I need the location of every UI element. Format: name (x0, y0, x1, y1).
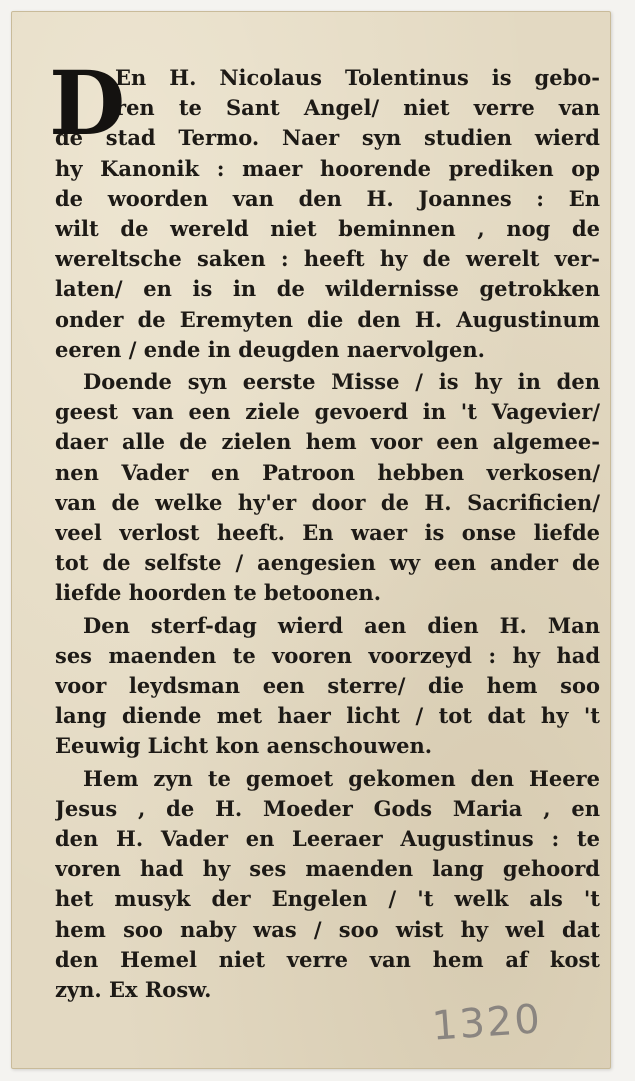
text-line: de stad Termo. Naer syn studien wierd (55, 125, 600, 151)
text-line: lang diende met haer licht / tot dat hy 't (55, 703, 600, 729)
text-line: den Hemel niet verre van hem af kost (55, 946, 600, 972)
text-line: hem soo naby was / soo wist hy wel dat (55, 916, 600, 942)
text-line: van de welke hy'er door de H. Sacrificien/ (55, 489, 600, 515)
text-line: voren had hy ses maenden lang gehoord (55, 856, 600, 882)
document-text (49, 51, 600, 1005)
text-line: Hem zyn te gemoet gekomen den Heere (83, 765, 600, 791)
paragraph-2 (55, 367, 600, 609)
drop-cap-initial: D (49, 51, 126, 155)
paragraph-1 (55, 63, 600, 365)
text-line: daer alle de zielen hem voor een algemee- (55, 429, 600, 455)
text-line: de woorden van den H. Joannes : En (55, 185, 600, 211)
text-line: zyn. Ex Rosw. (55, 977, 212, 1003)
text-line: nen Vader en Patroon hebben verkosen/ (55, 459, 600, 485)
text-line: den H. Vader en Leeraer Augustinus : te (55, 826, 600, 852)
text-line: eeren / ende in deugden naervolgen. (55, 336, 485, 362)
text-line: wilt de wereld niet beminnen , nog de (55, 216, 600, 242)
text-line: Eeuwig Licht kon aenschouwen. (55, 733, 433, 759)
text-line: laten/ en is in de wildernisse getrokken (55, 276, 600, 302)
text-line: ren te Sant Angel/ niet verre van (115, 95, 600, 121)
text-line: hy Kanonik : maer hoorende prediken op (55, 155, 600, 181)
text-line: En H. Nicolaus Tolentinus is gebo- (115, 65, 600, 90)
text-line: tot de selfste / aengesien wy een ander de (55, 550, 600, 576)
text-line: geest van een ziele gevoerd in 't Vagevier/ (55, 399, 600, 425)
text-line: Jesus , de H. Moeder Gods Maria , en (55, 795, 600, 821)
printed-sheet (11, 11, 611, 1069)
text-line: wereltsche saken : heeft hy de werelt ver- (55, 246, 600, 272)
text-line: veel verlost heeft. En waer is onse liefde (55, 520, 600, 546)
text-line: ses maenden te vooren voorzeyd : hy had (55, 642, 600, 668)
handwritten-number: 1320 (430, 996, 544, 1050)
text-line: onder de Eremyten die den H. Augustinum (55, 306, 600, 332)
text-line: liefde hoorden te betoonen. (55, 580, 382, 606)
paragraph-3 (55, 611, 600, 762)
text-line: het musyk der Engelen / 't welk als 't (55, 886, 600, 912)
paragraph-4 (55, 764, 600, 1006)
text-line: voor leydsman een sterre/ die hem soo (55, 673, 600, 699)
text-line: Den sterf-dag wierd aen dien H. Man (83, 612, 600, 638)
text-line: Doende syn eerste Misse / is hy in den (83, 369, 600, 395)
